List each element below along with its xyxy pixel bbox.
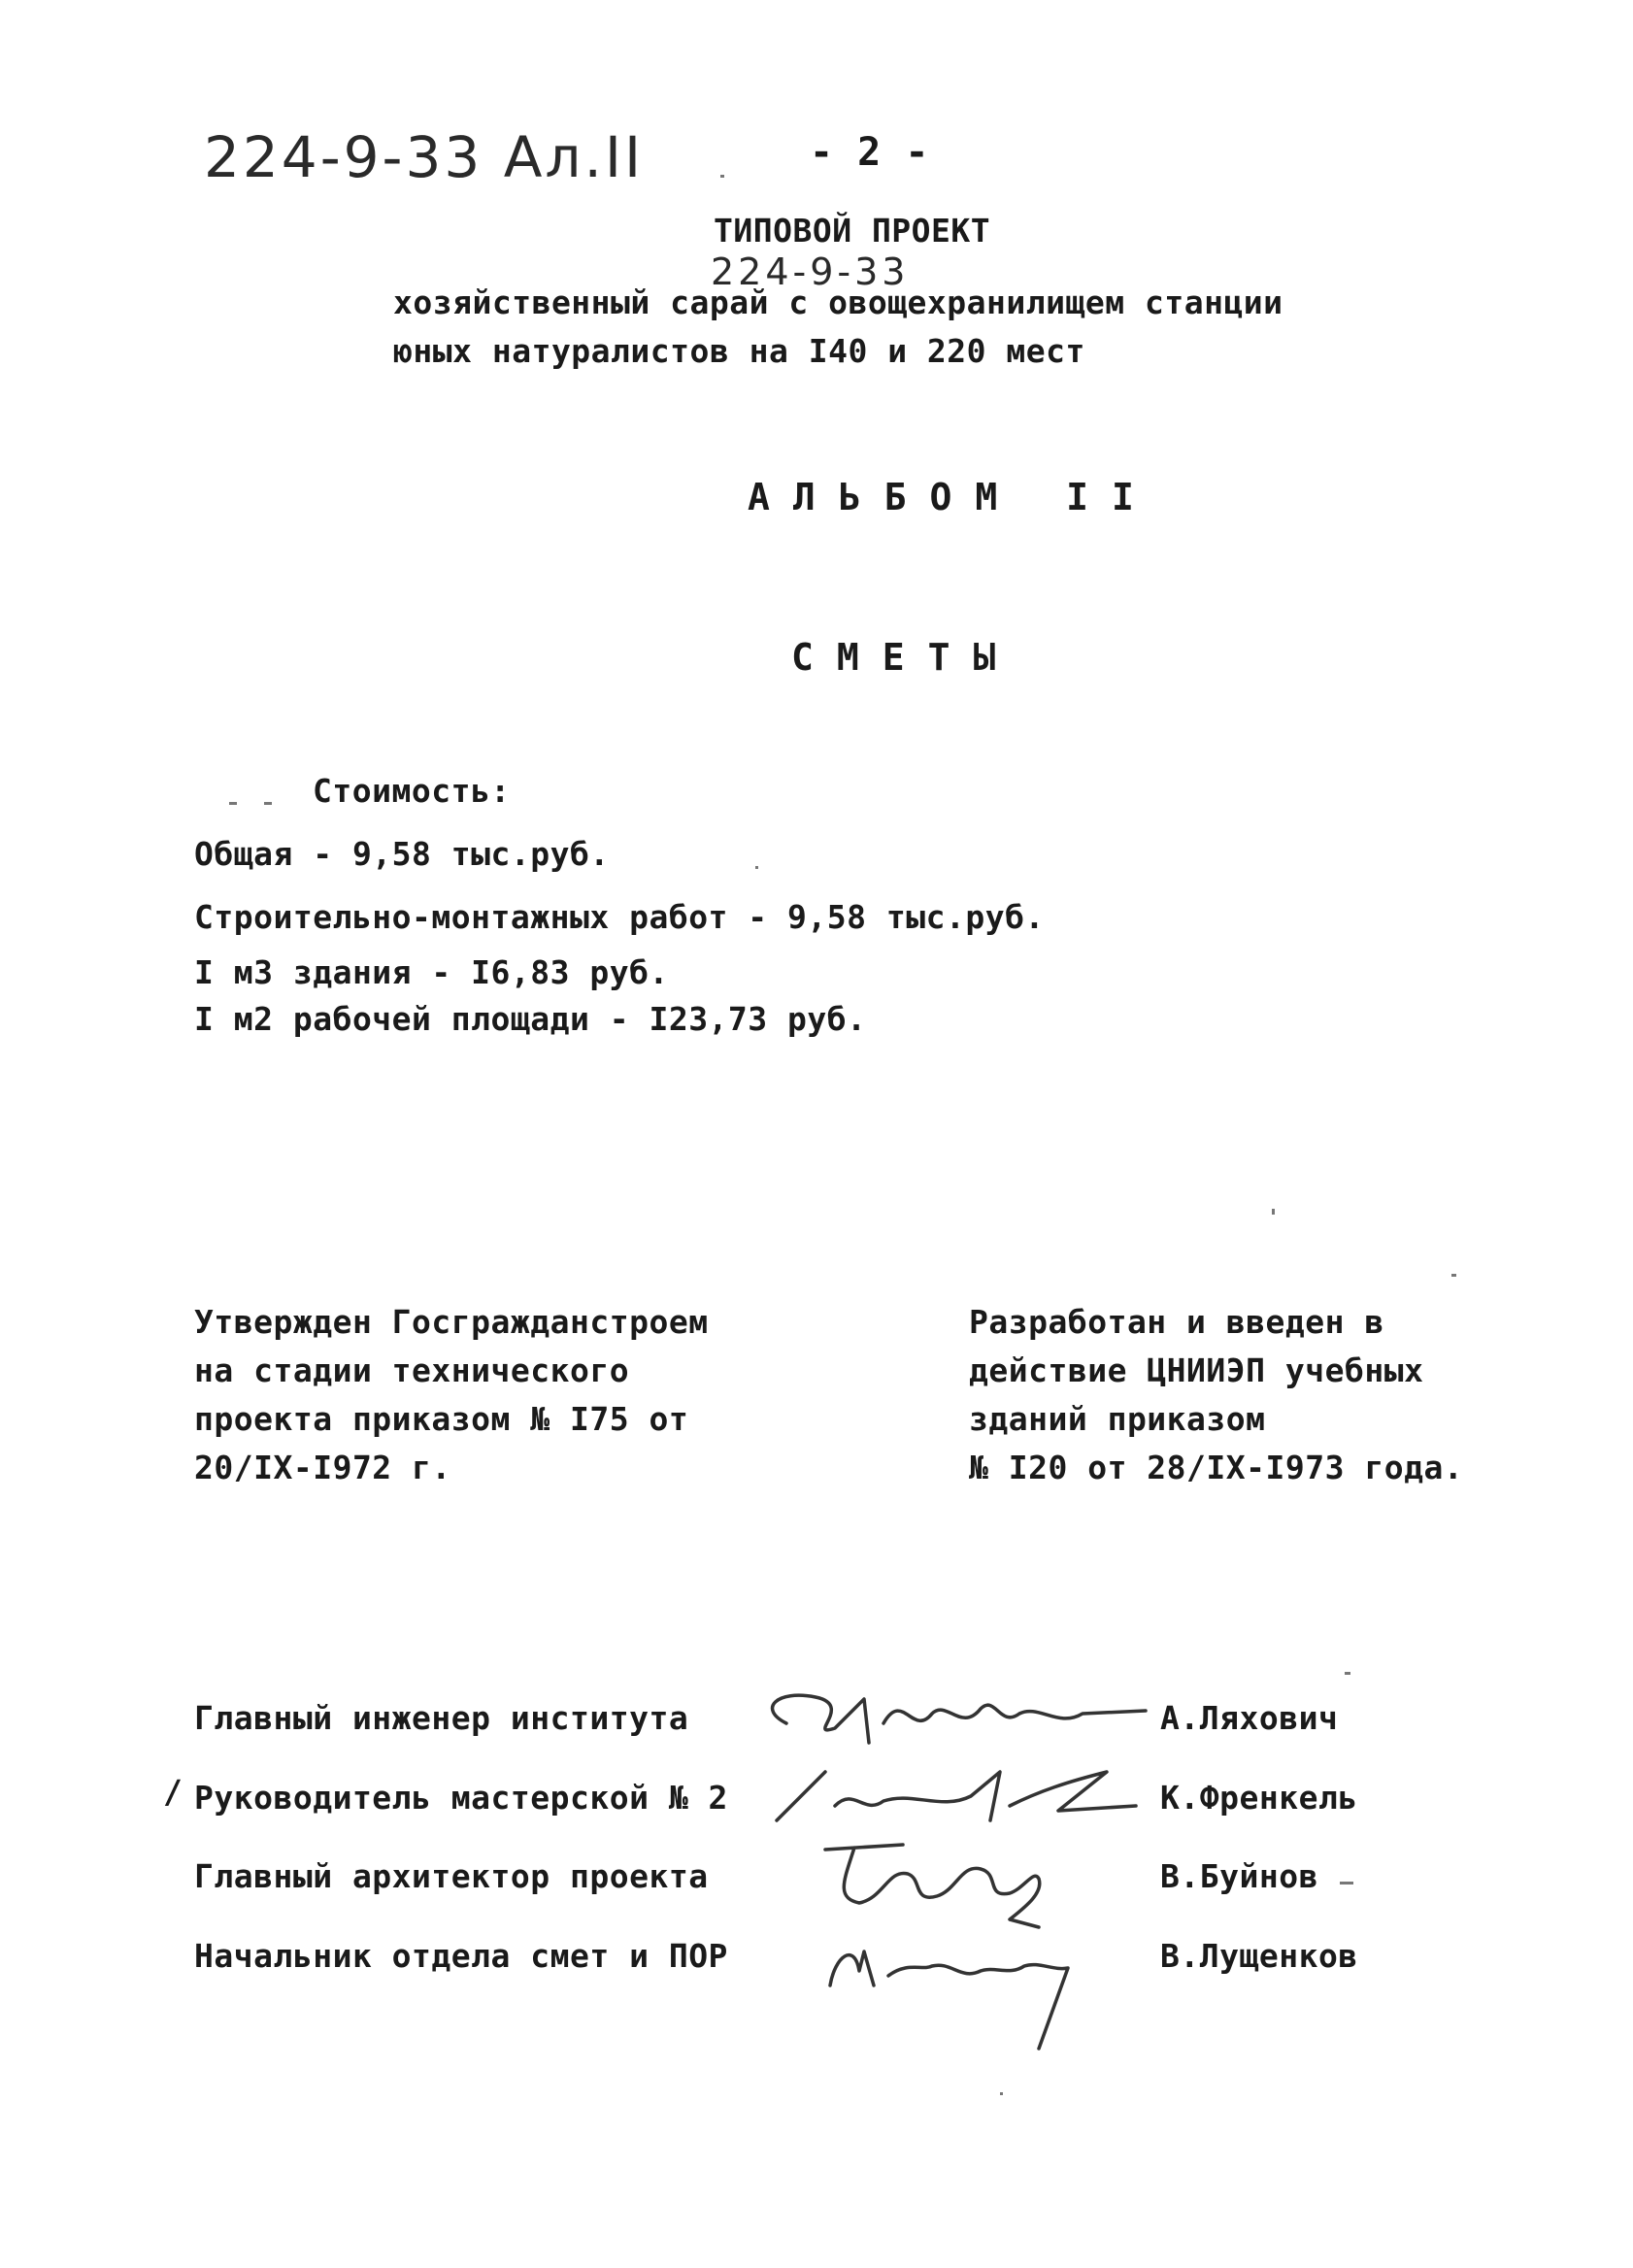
signatory-name: А.Ляхович bbox=[1160, 1699, 1339, 1737]
page-number: - 2 - bbox=[810, 130, 929, 175]
signatory-title: Главный архитектор проекта bbox=[194, 1857, 709, 1895]
signatory-title: Руководитель мастерской № 2 bbox=[194, 1779, 728, 1817]
cost-label: Стоимость: bbox=[313, 772, 511, 810]
signatory-name: В.Лущенков bbox=[1160, 1937, 1358, 1975]
development-line: № I20 от 28/IX-I973 года. bbox=[969, 1449, 1464, 1486]
development-block bbox=[969, 1298, 1463, 1492]
scan-speck bbox=[1272, 1209, 1275, 1215]
signature-lushchenkov bbox=[816, 1918, 1097, 2053]
scan-speck bbox=[1000, 2092, 1003, 2095]
scan-speck bbox=[1451, 1274, 1456, 1277]
signatory-title: Главный инженер института bbox=[194, 1699, 689, 1737]
approval-line: проекта приказом № I75 от bbox=[194, 1400, 689, 1438]
scan-speck bbox=[1340, 1882, 1353, 1884]
scan-speck bbox=[1345, 1672, 1350, 1675]
cost-per-m2: I м2 рабочей площади - I23,73 руб. bbox=[194, 1000, 867, 1038]
development-line: действие ЦНИИЭП учебных bbox=[969, 1351, 1424, 1389]
signature-frenkel bbox=[767, 1752, 1175, 1840]
approval-line: на стадии технического bbox=[194, 1351, 630, 1389]
cost-per-m3: I м3 здания - I6,83 руб. bbox=[194, 953, 669, 991]
signatory-name: В.Буйнов bbox=[1160, 1857, 1318, 1895]
project-title-line-2: юных натуралистов на I40 и 220 мест bbox=[393, 332, 1085, 370]
development-line: Разработан и введен в bbox=[969, 1303, 1384, 1341]
approval-line: Утвержден Госгражданстроем bbox=[194, 1303, 709, 1341]
type-project-title: ТИПОВОЙ ПРОЕКТ bbox=[714, 212, 991, 250]
scan-speck bbox=[229, 802, 237, 805]
approval-block bbox=[194, 1298, 709, 1492]
signatory-name: К.Френкель bbox=[1160, 1779, 1358, 1817]
project-number-handwritten: 224-9-33 bbox=[711, 250, 910, 293]
album-heading: АЛЬБОМ II bbox=[748, 476, 1157, 518]
scan-speck bbox=[264, 802, 272, 805]
slash-mark: / bbox=[163, 1773, 183, 1811]
scan-speck bbox=[755, 866, 758, 869]
approval-line: 20/IX-I972 г. bbox=[194, 1449, 451, 1486]
development-line: зданий приказом bbox=[969, 1400, 1266, 1438]
project-title-line-1: хозяйственный сарай с овощехранилищем станции bbox=[393, 284, 1283, 321]
document-code: 224-9-33 Ал.II bbox=[204, 124, 645, 190]
cost-construction: Строительно-монтажных работ - 9,58 тыс.руб. bbox=[194, 898, 1045, 936]
signatory-title: Начальник отдела смет и ПОР bbox=[194, 1937, 728, 1975]
scan-speck bbox=[720, 175, 724, 178]
section-heading: СМЕТЫ bbox=[791, 636, 1019, 679]
cost-total: Общая - 9,58 тыс.руб. bbox=[194, 835, 610, 873]
